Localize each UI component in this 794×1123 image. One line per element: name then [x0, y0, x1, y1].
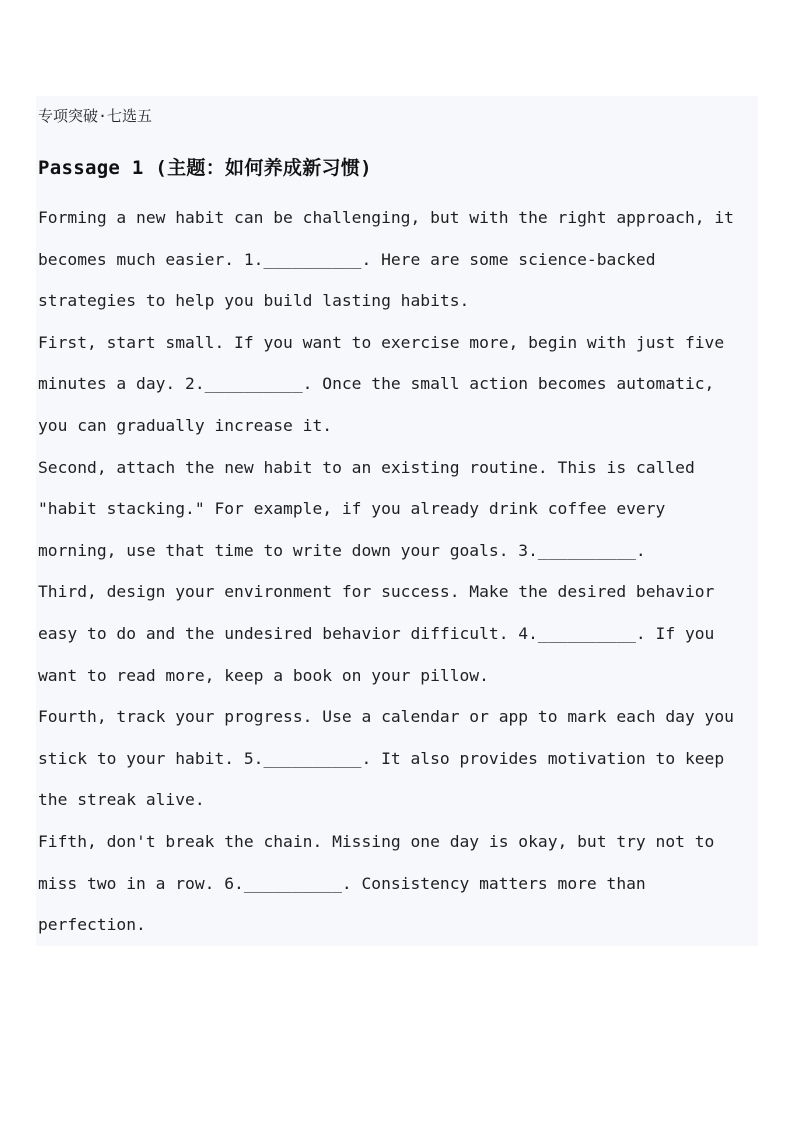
passage-line: Second, attach the new habit to an existing routine. This is called [38, 457, 695, 477]
passage-line: want to read more, keep a book on your pillow. [38, 665, 489, 685]
passage-line: Third, design your environment for success. Make the desired behavior [38, 582, 715, 602]
passage-line: becomes much easier. 1.__________. Here are some science-backed [38, 249, 656, 269]
passage-line: First, start small. If you want to exercise more, begin with just five [38, 332, 725, 352]
passage-line: stick to your habit. 5.__________. It also provides motivation to keep [38, 748, 725, 768]
passage-line: Fourth, track your progress. Use a calendar or app to mark each day you [38, 707, 734, 727]
passage-line: Fifth, don't break the chain. Missing one day is okay, but try not to [38, 831, 715, 851]
passage-line: strategies to help you build lasting habits. [38, 291, 470, 311]
passage-line: Forming a new habit can be challenging, but with the right approach, it [38, 208, 734, 227]
passage-line: you can gradually increase it. [38, 415, 333, 435]
passage-line: "habit stacking." For example, if you already drink coffee every [38, 499, 666, 519]
section-label: 专项突破·七选五 [38, 107, 153, 125]
passage-title: Passage 1 (主题：如何养成新习惯) [38, 157, 372, 179]
passage-line: minutes a day. 2.__________. Once the small action becomes automatic, [38, 374, 715, 394]
passage-line: easy to do and the undesired behavior difficult. 4.__________. If you [38, 623, 715, 643]
passage-line: perfection. [38, 915, 146, 935]
passage-body [38, 198, 754, 947]
passage-line: the streak alive. [38, 790, 205, 810]
passage-line: morning, use that time to write down your goals. 3.__________. [38, 540, 646, 560]
passage-line: miss two in a row. 6.__________. Consistency matters more than [38, 873, 646, 893]
